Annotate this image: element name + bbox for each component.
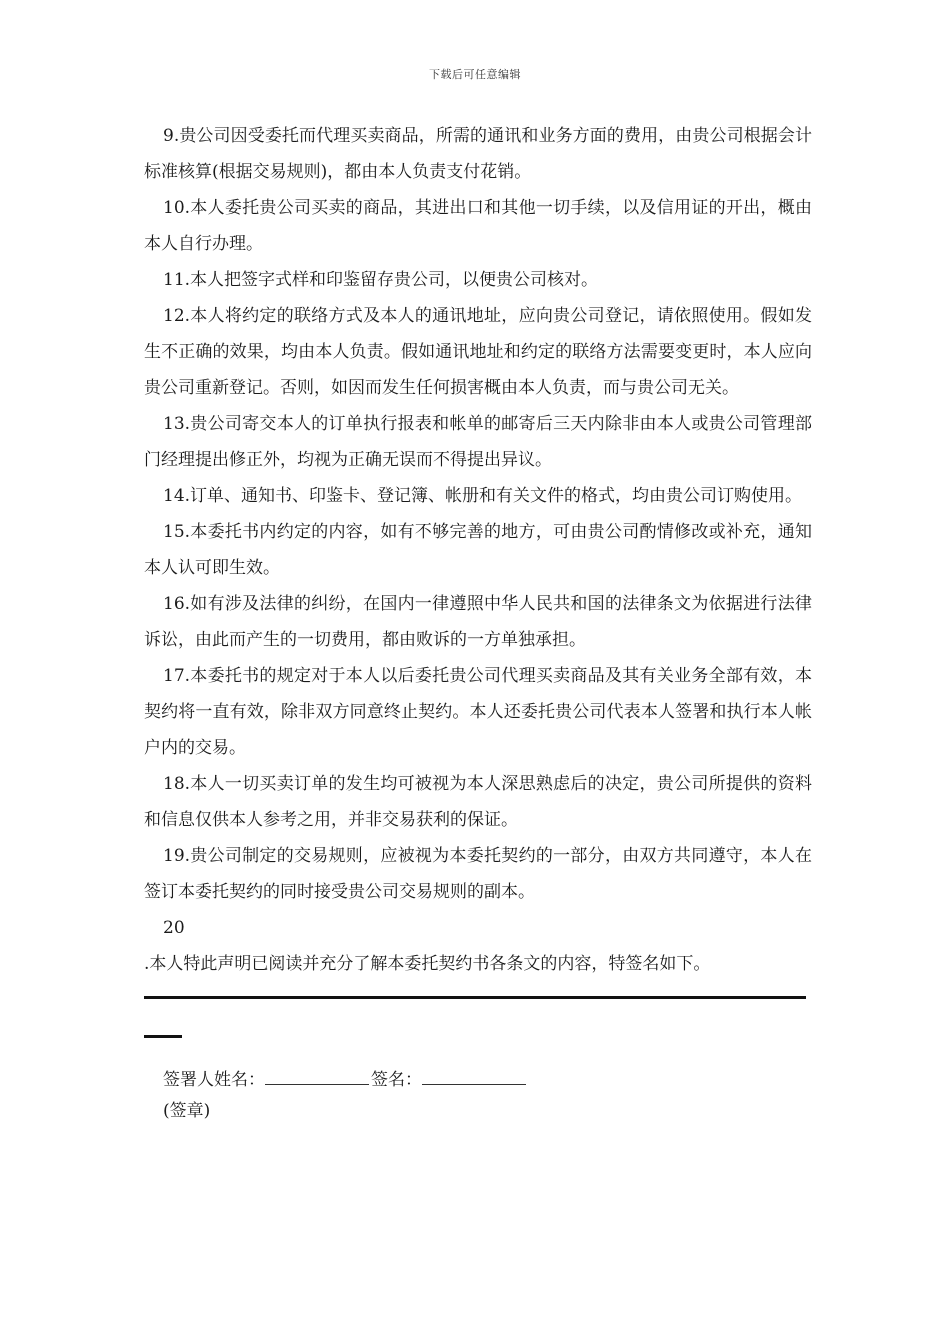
clause-16: 16.如有涉及法律的纠纷，在国内一律遵照中华人民共和国的法律条文为依据进行法律诉讼，由此而产生的一切费用，都由败诉的一方单独承担。	[144, 594, 812, 650]
signature-blank[interactable]	[422, 1068, 526, 1085]
separator-line-stub	[144, 1035, 182, 1038]
clause-20-text: .本人特此声明已阅读并充分了解本委托契约书各条文的内容，特签名如下。	[144, 954, 711, 974]
clause-17: 17.本委托书的规定对于本人以后委托贵公司代理买卖商品及其有关业务全部有效，本契约将一直有效，除非双方同意终止契约。本人还委托贵公司代表本人签署和执行本人帐户内的交易。	[144, 666, 812, 758]
clause-19: 19.贵公司制定的交易规则，应被视为本委托契约的一部分，由双方共同遵守，本人在签订本委托契约的同时接受贵公司交易规则的副本。	[144, 846, 812, 902]
seal-label: (签章)	[163, 1101, 211, 1121]
clause-14: 14.订单、通知书、印鉴卡、登记簿、帐册和有关文件的格式，均由贵公司订购使用。	[163, 486, 803, 506]
separator-line	[144, 996, 806, 999]
clause-13: 13.贵公司寄交本人的订单执行报表和帐单的邮寄后三天内除非由本人或贵公司管理部门经理提出修正外，均视为正确无误而不得提出异议。	[144, 414, 812, 470]
clause-9: 9.贵公司因受委托而代理买卖商品，所需的通讯和业务方面的费用，由贵公司根据会计标准核算(根据交易规则)，都由本人负责支付花销。	[144, 126, 812, 182]
page-header-note: 下载后可任意编辑	[429, 68, 521, 81]
clause-10: 10.本人委托贵公司买卖的商品，其进出口和其他一切手续，以及信用证的开出，概由本人自行办理。	[144, 198, 812, 254]
clause-12: 12.本人将约定的联络方式及本人的通讯地址，应向贵公司登记，请依照使用。假如发生不正确的效果，均由本人负责。假如通讯地址和约定的联络方法需要变更时，本人应向贵公司重新登记。否则，如因而发生任何损害概由本人负责，而与贵公司无关。	[144, 306, 812, 398]
clause-18: 18.本人一切买卖订单的发生均可被视为本人深思熟虑后的决定，贵公司所提供的资料和信息仅供本人参考之用，并非交易获利的保证。	[144, 774, 812, 830]
clause-15: 15.本委托书内约定的内容，如有不够完善的地方，可由贵公司酌情修改或补充，通知本人认可即生效。	[144, 522, 812, 578]
signature-label: 签名：	[371, 1070, 422, 1090]
clause-20-number: 20	[163, 918, 185, 938]
signature-row	[144, 1062, 812, 1098]
signer-name-blank[interactable]	[265, 1068, 369, 1085]
signer-name-label: 签署人姓名：	[163, 1070, 265, 1090]
contract-body	[144, 118, 812, 1124]
clause-11: 11.本人把签字式样和印鉴留存贵公司，以便贵公司核对。	[163, 270, 599, 290]
